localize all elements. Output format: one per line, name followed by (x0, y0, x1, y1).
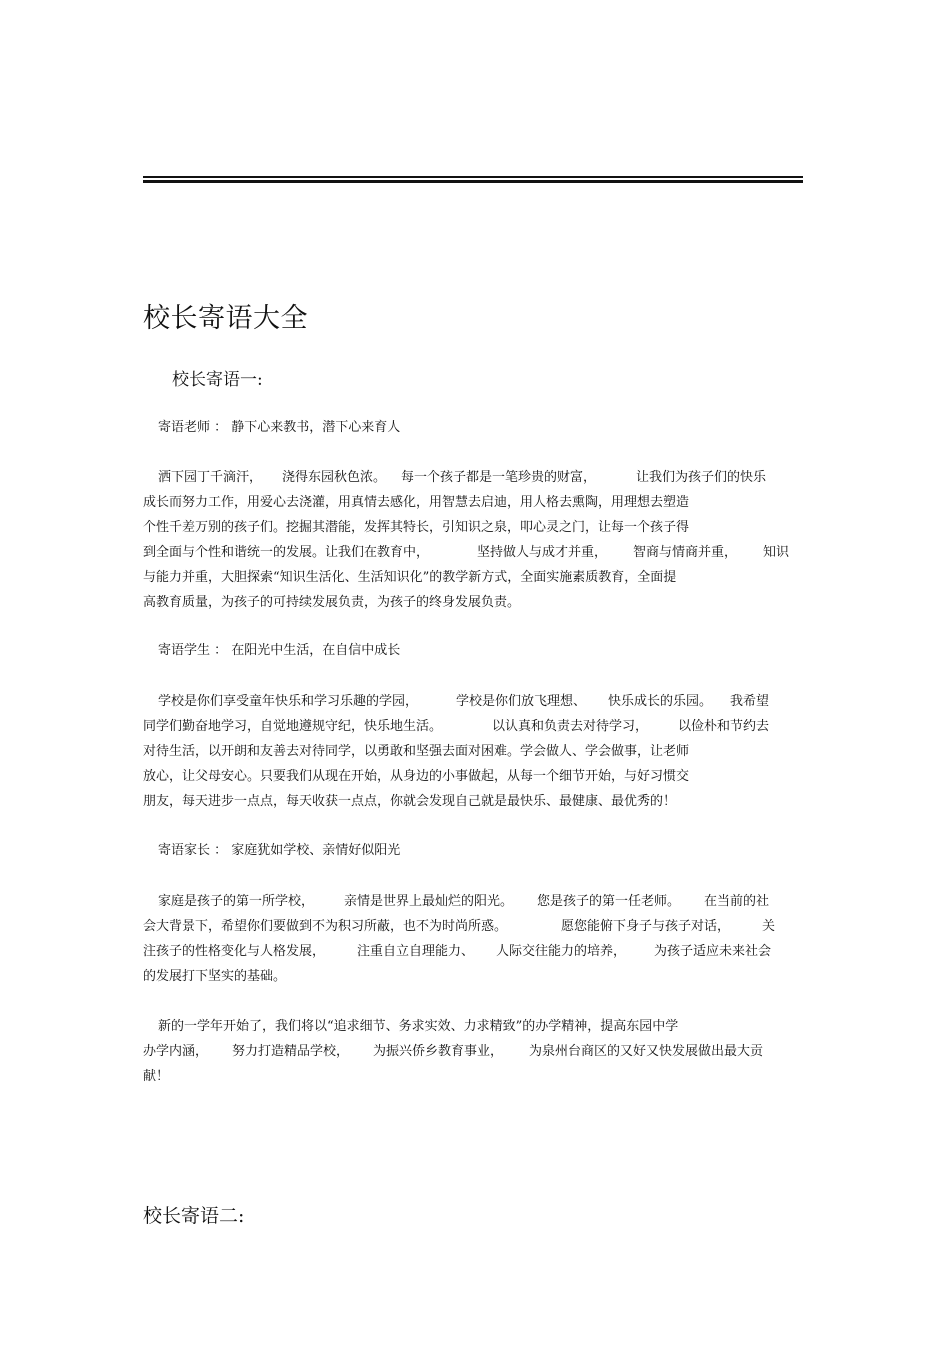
paragraph-line: 洒下园丁千滴汗， 浇得东园秋色浓。 每一个孩子都是一笔珍贵的财富， 让我们为孩子们的快乐 (158, 470, 767, 485)
paragraph-line: 学校是你们享受童年快乐和学习乐趣的学园， 学校是你们放飞理想、 快乐成长的乐园。 我希望 (158, 694, 770, 709)
paragraph-line: 成长而努力工作，用爱心去浇灌，用真情去感化，用智慧去启迪，用人格去熏陶，用理想去塑造 (143, 495, 690, 510)
student-heading: 寄语学生 ： 在阳光中生活，在自信中成长 (158, 643, 401, 658)
paragraph-line: 的发展打下坚实的基础。 (143, 969, 287, 984)
teacher-paragraph (143, 465, 808, 615)
closing-paragraph (143, 1014, 808, 1089)
paragraph-line: 到全面与个性和谐统一的发展。让我们在教育中， 坚持做人与成才并重， 智商与情商并重， 知识 (143, 545, 790, 560)
header-rule (143, 176, 803, 178)
paragraph-line: 家庭是孩子的第一所学校， 亲情是世界上最灿烂的阳光。 您是孩子的第一任老师。 在当前的社 (158, 894, 770, 909)
section-heading-1: 校长寄语一: (172, 370, 263, 390)
paragraph-line: 朋友，每天进步一点点，每天收获一点点，你就会发现自己就是最快乐、最健康、最优秀的！ (143, 794, 677, 809)
paragraph-line: 会大背景下，希望你们要做到不为积习所蔽，也不为时尚所惑。 愿您能俯下身子与孩子对话， 关 (143, 919, 776, 934)
paragraph-line: 与能力并重，大胆探索“知识生活化、生活知识化”的教学新方式，全面实施素质教育，全面提 (143, 570, 677, 585)
parent-heading: 寄语家长 ： 家庭犹如学校、亲情好似阳光 (158, 843, 401, 858)
parent-paragraph (143, 889, 808, 989)
paragraph-line: 个性千差万别的孩子们。挖掘其潜能，发挥其特长，引知识之泉，叩心灵之门，让每一个孩子得 (143, 520, 690, 535)
paragraph-line: 对待生活，以开朗和友善去对待同学，以勇敢和坚强去面对困难。学会做人、学会做事，让老师 (143, 744, 690, 759)
paragraph-line: 注孩子的性格变化与人格发展， 注重自立自理能力、 人际交往能力的培养， 为孩子适应未来社会 (143, 944, 772, 959)
paragraph-line: 同学们勤奋地学习，自觉地遵规守纪，快乐地生活。 以认真和负责去对待学习， 以俭朴和节约去 (143, 719, 770, 734)
paragraph-line: 放心，让父母安心。只要我们从现在开始，从身边的小事做起，从每一个细节开始，与好习惯交 (143, 769, 690, 784)
paragraph-line: 办学内涵， 努力打造精品学校， 为振兴侨乡教育事业， 为泉州台商区的又好又快发展做出最大贡 (143, 1044, 764, 1059)
paragraph-line: 献！ (143, 1069, 170, 1084)
teacher-heading: 寄语老师 ： 静下心来教书，潜下心来育人 (158, 420, 401, 435)
paragraph-line: 新的一学年开始了，我们将以“追求细节、务求实效、力求精致”的办学精神，提高东园中学 (158, 1019, 679, 1034)
student-paragraph (143, 689, 808, 814)
document-title: 校长寄语大全 (143, 303, 308, 334)
section-heading-2: 校长寄语二: (143, 1205, 245, 1227)
paragraph-line: 高教育质量，为孩子的可持续发展负责，为孩子的终身发展负责。 (143, 595, 521, 610)
